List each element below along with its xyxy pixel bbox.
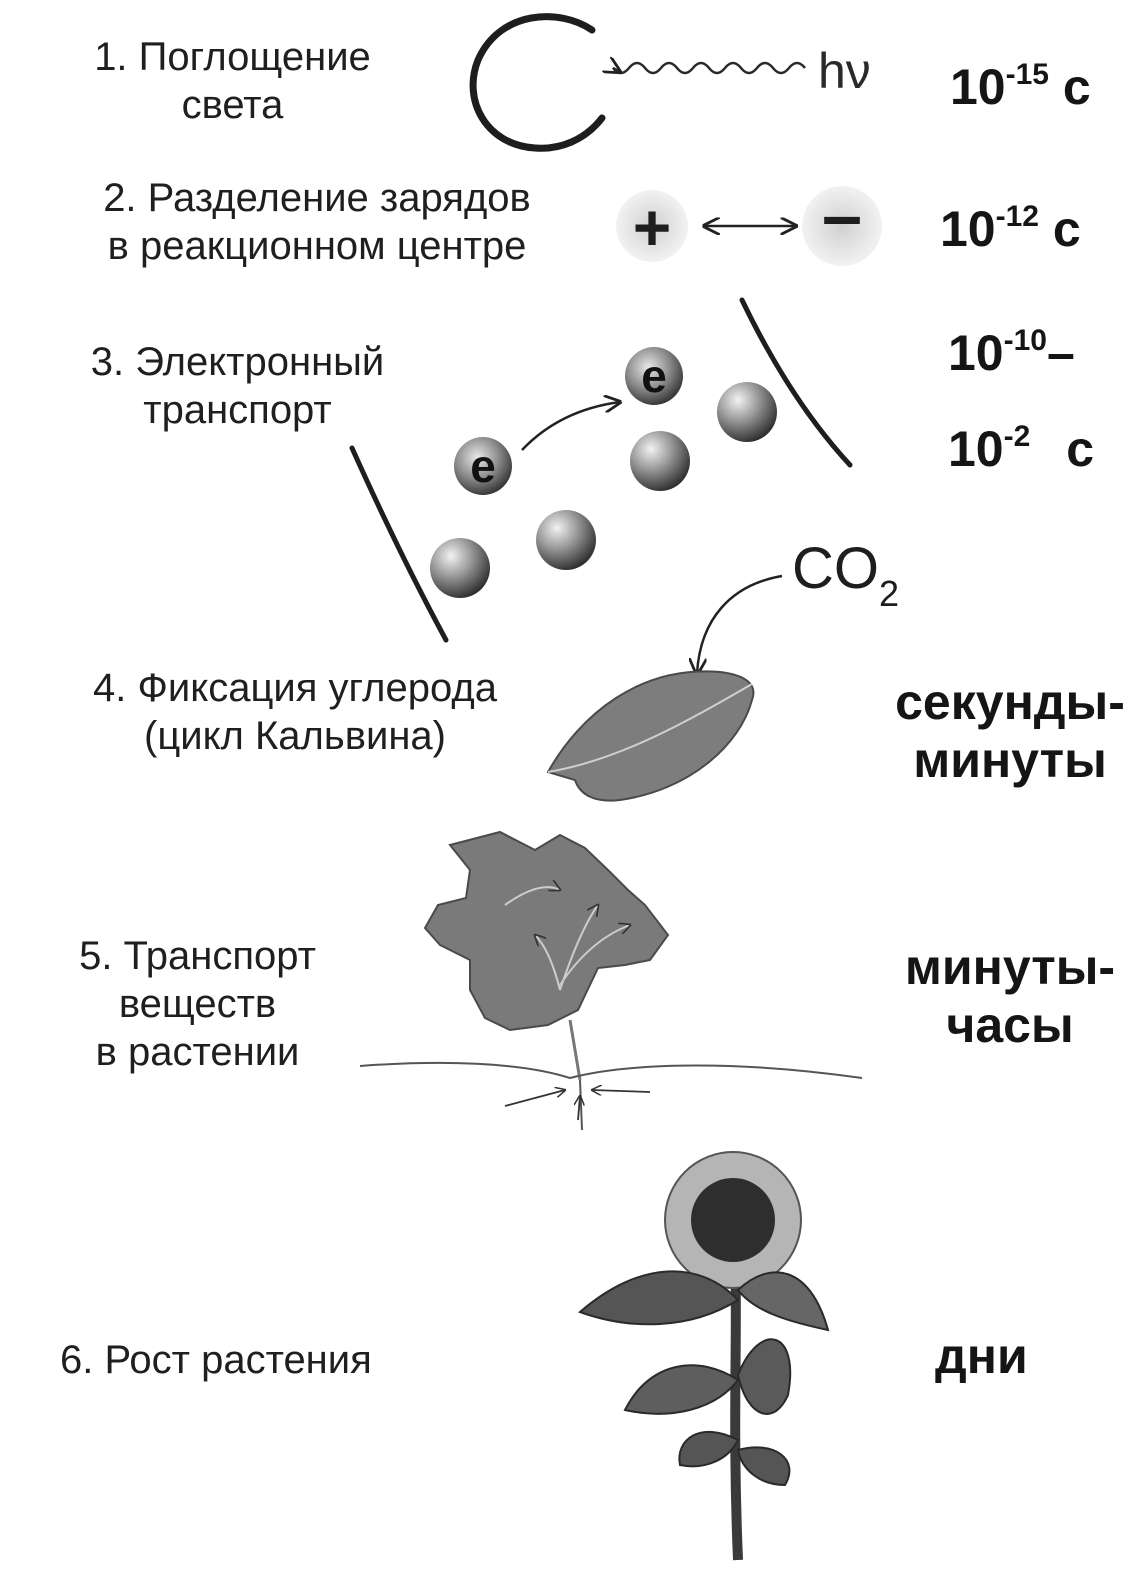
stage-6-time: дни — [935, 1328, 1028, 1384]
membrane-line-right — [742, 300, 850, 465]
stage-3-time: $10^{-10}-$ $10^{-2}$ с — [948, 324, 1095, 477]
stem-line — [570, 1020, 580, 1080]
photon-symbol: hν — [818, 43, 871, 99]
carrier-ball — [630, 431, 690, 491]
stage-5-time: минуты- часы — [904, 939, 1116, 1053]
sunflower-leaf — [738, 1447, 789, 1485]
uptake-arrow-icon — [578, 1096, 580, 1120]
stage-1-label: 1. Поглощение света — [94, 35, 371, 127]
stage-3-label: 3. Электронный транспорт — [90, 340, 385, 432]
co2-fixation-icon — [548, 536, 899, 801]
seedling-leaf-icon — [425, 832, 668, 1030]
electron-symbol: e — [641, 350, 667, 402]
membrane-line-left — [352, 448, 446, 640]
stage-1-time: $10^{-15}$ с — [950, 58, 1091, 115]
uptake-arrow-icon — [505, 1090, 565, 1106]
stage-4-time: секунды- минуты — [895, 674, 1125, 788]
carrier-ball — [536, 510, 596, 570]
carrier-ball — [430, 538, 490, 598]
sunflower-leaf — [738, 1272, 828, 1330]
plus-sign: + — [632, 190, 672, 264]
stage-6-label: 6. Рост растения — [60, 1338, 372, 1382]
sunflower-leaf — [679, 1432, 738, 1466]
stage-4-label: 4. Фиксация углерода (цикл Кальвина) — [93, 666, 497, 758]
pigment-absorption-icon — [473, 17, 871, 149]
electron-symbol: e — [470, 440, 496, 492]
electron-transfer-arrow-icon — [522, 402, 620, 450]
stage-5-label: 5. Транспорт веществ в растении — [79, 934, 316, 1074]
minus-sign: – — [821, 176, 863, 256]
stage-2-time: $10^{-12}$ с — [940, 200, 1081, 257]
uptake-arrow-icon — [592, 1090, 650, 1092]
leaf-icon — [548, 671, 753, 800]
electron-transport-icon — [352, 300, 850, 640]
sunflower-leaf — [738, 1339, 790, 1414]
seedling-transport-icon — [360, 832, 862, 1130]
photon-wave-icon — [613, 63, 805, 73]
charge-separation-icon — [616, 176, 882, 266]
sunflower-icon — [580, 1152, 828, 1560]
co2-arrow-icon — [697, 576, 782, 674]
root-line — [360, 1063, 862, 1078]
co2-label: $CO_2$ — [792, 536, 900, 614]
stage-2-label: 2. Разделение зарядов в реакционном центре — [103, 176, 531, 268]
sunflower-center — [691, 1178, 775, 1262]
sunflower-leaf — [625, 1365, 738, 1413]
carrier-ball — [717, 382, 777, 442]
